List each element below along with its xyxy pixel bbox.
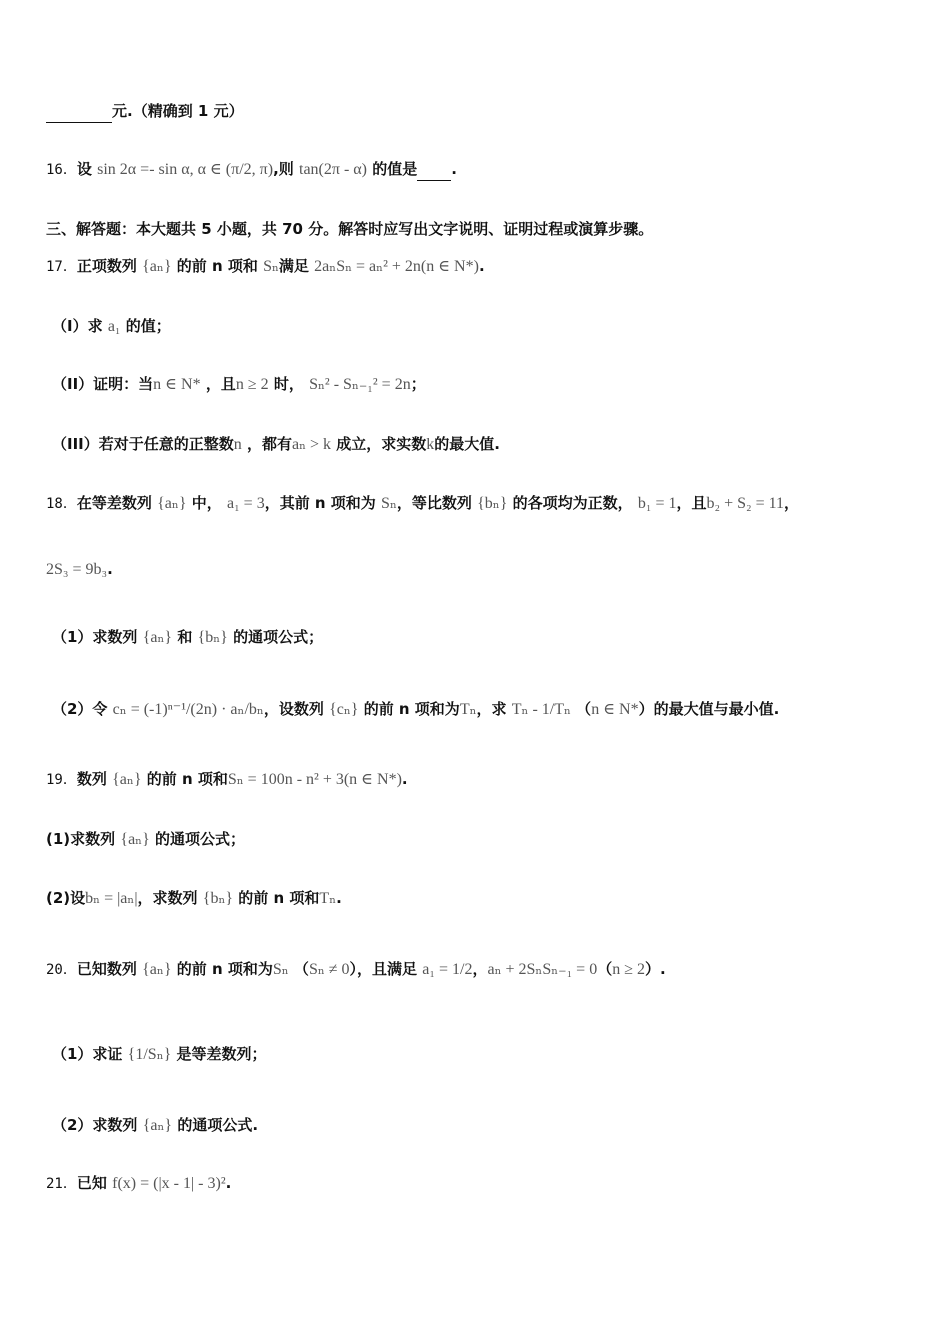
- question-20-part-1: [52, 1043, 267, 1066]
- text: （II）证明：当: [52, 375, 154, 393]
- question-number: 20．: [46, 962, 77, 978]
- formula: {aₙ}: [142, 1117, 173, 1134]
- formula: b₂ + S₂ = 11: [706, 495, 785, 512]
- formula: Sₙ² - Sₙ₋₁² = 2n: [309, 376, 411, 393]
- question-18-part-2: [52, 698, 779, 721]
- text: 的前 n 项和: [146, 770, 228, 788]
- text: ,则: [273, 160, 294, 178]
- text: 的值是: [372, 160, 418, 178]
- text: ，求数列: [137, 889, 198, 907]
- text: ），且满足: [349, 960, 418, 978]
- text: （I）求: [52, 317, 103, 335]
- line-answer-blank: [46, 100, 244, 123]
- answer-blank: [46, 100, 112, 123]
- question-18-continued: [46, 558, 113, 581]
- text: （: [293, 960, 309, 978]
- formula: n: [233, 436, 242, 453]
- question-19-part-2: [46, 887, 342, 910]
- formula: {aₙ}: [142, 961, 172, 978]
- text: 在等差数列: [76, 494, 152, 512]
- text: ，: [472, 960, 488, 978]
- formula: Sₙ: [381, 495, 397, 512]
- text: ，: [784, 494, 800, 512]
- formula: {aₙ}: [120, 831, 150, 848]
- text: 正项数列: [76, 257, 137, 275]
- formula: Tₙ: [319, 890, 337, 907]
- question-18-part-1: [52, 626, 323, 649]
- text: 设: [76, 160, 92, 178]
- question-21: [46, 1172, 231, 1195]
- text: 数列: [76, 770, 107, 788]
- text: （: [576, 700, 592, 718]
- formula: b₁ = 1: [637, 495, 677, 512]
- text: 已知: [76, 1174, 107, 1192]
- text: 中，: [191, 494, 222, 512]
- text: 的前 n 项和为: [176, 960, 273, 978]
- formula: n ∈ N*: [153, 376, 201, 393]
- question-number: 18．: [46, 496, 77, 512]
- text: （1）求数列: [52, 628, 138, 646]
- question-20-part-2: [52, 1114, 258, 1137]
- formula: {cₙ}: [329, 701, 359, 718]
- text: 的最大值.: [434, 435, 500, 453]
- text: 元.（精确到 1 元）: [112, 102, 244, 120]
- text: ）的最大值与最小值.: [638, 700, 780, 718]
- text: .: [225, 1174, 232, 1192]
- text: ）.: [645, 960, 666, 978]
- text: 的前 n 项和: [238, 889, 320, 907]
- text: 的各项均为正数，: [512, 494, 633, 512]
- text: 的前 n 项和: [176, 257, 258, 275]
- formula: aₙ > k: [292, 436, 332, 453]
- question-17-part-2: [52, 373, 426, 396]
- formula: n ≥ 2: [235, 376, 269, 393]
- formula: n ∈ N*: [591, 701, 639, 718]
- formula: {aₙ}: [157, 495, 187, 512]
- section-heading: 三、解答题：本大题共 5 小题，共 70 分。解答时应写出文字说明、证明过程或演算步骤。: [46, 220, 654, 238]
- text: （2）求数列: [52, 1116, 138, 1134]
- text: （: [597, 960, 613, 978]
- text: .: [107, 560, 113, 578]
- formula: Tₙ - 1/Tₙ: [511, 701, 571, 718]
- text: ，且: [205, 375, 236, 393]
- formula: Sₙ: [272, 961, 289, 978]
- text: (1)求数列: [46, 830, 116, 848]
- formula: f(x) = (|x - 1| - 3)²: [112, 1175, 226, 1192]
- formula: Sₙ ≠ 0: [308, 961, 350, 978]
- formula: Tₙ: [459, 701, 477, 718]
- text: 的值；: [125, 317, 171, 335]
- text: (2)设: [46, 889, 86, 907]
- text: （III）若对于任意的正整数: [52, 435, 234, 453]
- text: .: [401, 770, 408, 788]
- formula: {aₙ}: [112, 771, 142, 788]
- formula: tan(2π - α): [299, 161, 367, 178]
- text: 是等差数列；: [176, 1045, 267, 1063]
- question-19-part-1: [46, 828, 245, 851]
- question-20: [46, 958, 666, 981]
- text: ，设数列: [263, 700, 324, 718]
- formula: a₁ = 3: [226, 495, 265, 512]
- text: 已知数列: [76, 960, 137, 978]
- formula: {1/Sₙ}: [127, 1046, 172, 1063]
- text: （1）求证: [52, 1045, 123, 1063]
- formula: a₁: [107, 318, 121, 335]
- question-17: [46, 255, 485, 278]
- formula: 2aₙSₙ = aₙ² + 2n(n ∈ N*): [314, 258, 479, 275]
- question-number: 16．: [46, 162, 77, 178]
- question-17-part-1: [52, 315, 171, 338]
- text: 时，: [273, 375, 304, 393]
- question-number: 21．: [46, 1176, 77, 1192]
- text: ，等比数列: [396, 494, 472, 512]
- formula: 2S₃ = 9b₃: [46, 561, 108, 578]
- formula: sin 2α =- sin α, α ∈ (π/2, π): [97, 161, 274, 178]
- text: ；: [410, 375, 426, 393]
- formula: {bₙ}: [197, 629, 228, 646]
- question-19: [46, 768, 408, 791]
- question-16: [46, 158, 457, 181]
- question-number: 17．: [46, 259, 77, 275]
- formula: {aₙ}: [142, 258, 172, 275]
- text: 的通项公式；: [233, 628, 324, 646]
- text: 的通项公式；: [155, 830, 246, 848]
- formula: {bₙ}: [477, 495, 508, 512]
- question-18: [46, 492, 799, 515]
- formula: n ≥ 2: [612, 961, 645, 978]
- text: （2）令: [52, 700, 108, 718]
- text: .: [451, 160, 457, 178]
- text: 的前 n 项和为: [363, 700, 460, 718]
- text: ，且: [676, 494, 707, 512]
- text: 满足: [278, 257, 309, 275]
- answer-blank: [417, 158, 451, 181]
- formula: {aₙ}: [142, 629, 173, 646]
- formula: aₙ + 2SₙSₙ₋₁ = 0: [487, 961, 598, 978]
- text: .: [336, 889, 342, 907]
- text: .: [478, 257, 485, 275]
- formula: Sₙ: [263, 258, 279, 275]
- text: ，都有: [246, 435, 292, 453]
- question-17-part-3: [52, 433, 500, 456]
- text: 的通项公式.: [177, 1116, 259, 1134]
- formula: cₙ = (-1)ⁿ⁻¹/(2n) · aₙ/bₙ: [112, 701, 264, 718]
- formula: bₙ = |aₙ|: [85, 890, 138, 907]
- question-number: 19．: [46, 772, 77, 788]
- formula: k: [426, 436, 435, 453]
- text: 成立，求实数: [336, 435, 427, 453]
- formula: a₁ = 1/2: [422, 961, 473, 978]
- formula: {bₙ}: [202, 890, 234, 907]
- text: ，其前 n 项和为: [264, 494, 376, 512]
- formula: Sₙ = 100n - n² + 3(n ∈ N*): [227, 771, 402, 788]
- text: 和: [177, 628, 193, 646]
- text: ，求: [476, 700, 507, 718]
